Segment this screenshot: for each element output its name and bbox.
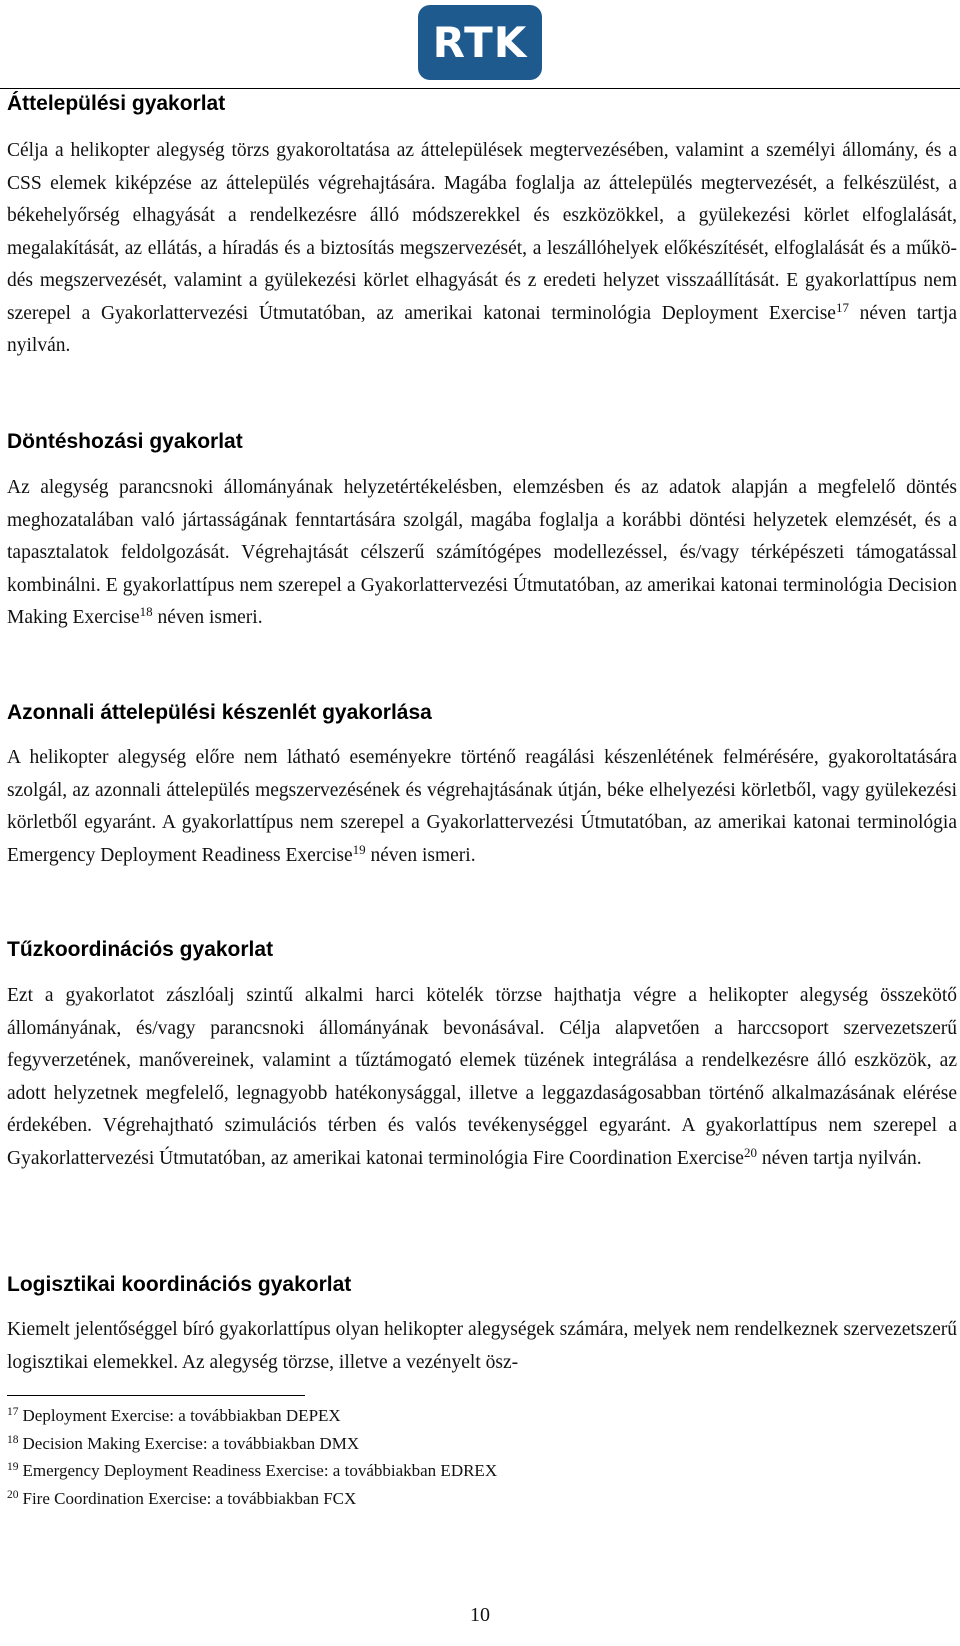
header-divider (0, 88, 960, 89)
footnote-text: Decision Making Exercise: a továbbiakban DMX (22, 1433, 360, 1453)
section-heading: Döntéshozási gyakorlat (7, 430, 243, 453)
footnote (7, 1402, 947, 1430)
paragraph-text: Kiemelt jelentőséggel bíró gyakorlattípus olyan helikopter alegységek számára, melyek nem rendelkeznek szervezetszerű logisztikai elemekkel. Az alegység törzse, illetve a vezényelt ösz- (7, 1319, 957, 1373)
section-paragraph (7, 742, 957, 872)
footnote-text: Emergency Deployment Readiness Exercise: a továbbiakban EDREX (22, 1461, 498, 1480)
section-paragraph (7, 1314, 957, 1379)
footnote-text: Deployment Exercise: a továbbiakban DEPEX (22, 1406, 341, 1425)
footnote-divider (7, 1395, 305, 1396)
footnote-number: 19 (7, 1461, 19, 1473)
footnote (7, 1485, 947, 1513)
footnote (7, 1430, 947, 1458)
section-heading: Áttelepülési gyakorlat (7, 92, 226, 115)
section-heading: Tűzkoordinációs gyakorlat (7, 938, 274, 961)
section-heading: Azonnali áttelepülési készenlét gyakorlása (7, 701, 432, 724)
paragraph-text: A helikopter alegység előre nem látható eseményekre történő reagálási készenlétének felmérésére, gyakoroltatására szolgál, az azonnali áttelepülés megszervezésének és végrehajtásának útján, béke elhelyezési körletből, vagy gyülekezési körletből egyaránt. A gyakorlattípus nem szerepel a Gyakorlattervezési Útmutatóban, az amerikai katonai terminológia Emergency Deployment Readiness Exercise (7, 747, 957, 866)
footnote-ref: 20 (743, 1144, 757, 1160)
logo-text: RTK (432, 17, 528, 67)
section-heading: Logisztikai koordinációs gyakorlat (7, 1273, 352, 1296)
section-paragraph (7, 472, 957, 635)
paragraph-tail: néven ismeri. (365, 844, 476, 866)
paragraph-text: Ezt a gyakorlatot zászlóalj szintű alkalmi harci kötelék törzse hajthatja végre a helikopter alegység összekötő állományának, és/vagy parancsnoki állományának bevonásával. Célja alapvetően a harccsoport szervezetszerű fegyverzetének, manővereinek, valamint a tűztámogató elemek tüzének integrálása a rendelkezésre álló eszközök, az adott helyzetnek megfelelő, legnagyobb hatékonysággal, illetve a leggazdaságosabban történő alkalmazásának elérése érdekében. Végrehajtható szimulációs térben és valós tevékenységgel egyaránt. A gyakorlattípus nem szerepel a Gyakorlattervezési Útmutatóban, az amerikai katonai terminológia Fire Coordination Exercise (7, 985, 957, 1169)
paragraph-text: Az alegység parancsnoki állományának helyzetértékelésben, elemzésben és az adatok alapján a megfelelő döntés meghozatalában való jártasságának fenntartására szolgál, magába foglalja a korábbi döntési helyzetek elemzését, és a tapasztalatok feldolgozását. Végrehajtását célszerű számítógépes modellezéssel, és/vagy térképészeti támogatással kombinálni. E gyakorlattípus nem szerepel a Gyakorlattervezési Útmutatóban, az amerikai katonai terminológia Decision Making Exercise (7, 477, 957, 628)
paragraph-tail: néven ismeri. (152, 607, 263, 628)
paragraph-tail: néven tartja nyilván. (7, 302, 957, 356)
section-paragraph (7, 980, 957, 1175)
footnote-number: 17 (7, 1406, 19, 1418)
footnote (7, 1457, 947, 1485)
footnote-text: Fire Coordination Exercise: a továbbiakban FCX (22, 1488, 357, 1508)
paragraph-text: Célja a helikopter alegység törzs gyakoroltatása az áttelepülések megtervezésében, valamint a személyi állomány, és a CSS elemek kiképzése az áttelepülés végrehajtására. Magába foglalja az áttelepülés megtervezését, a felkészülést, a békehelyőrség elhagyását a rendelkezésre álló módszerekkel és eszközökkel, a gyülekezési körlet elfoglalását, megalakítását, az ellátás, a híradás és a biztosítás megszervezését, a leszállóhelyek előkészítését, elfoglalását és a működés megszervezését, valamint a gyülekezési körlet elhagyását és z eredeti helyzet visszaállítását. E gyakorlattípus nem szerepel a Gyakorlattervezési Útmutatóban, az amerikai katonai terminológia Deployment Exercise (7, 140, 957, 324)
footnote-number: 20 (7, 1488, 19, 1501)
page-number: 10 (470, 1604, 490, 1626)
footnote-number: 18 (7, 1433, 19, 1446)
footnote-ref: 19 (352, 841, 366, 857)
footnote-ref: 17 (835, 299, 849, 315)
section-paragraph (7, 135, 957, 363)
footnote-ref: 18 (139, 604, 153, 619)
footnotes (7, 1402, 947, 1512)
paragraph-tail: néven tartja nyilván. (756, 1147, 922, 1169)
rtk-logo (418, 5, 542, 80)
